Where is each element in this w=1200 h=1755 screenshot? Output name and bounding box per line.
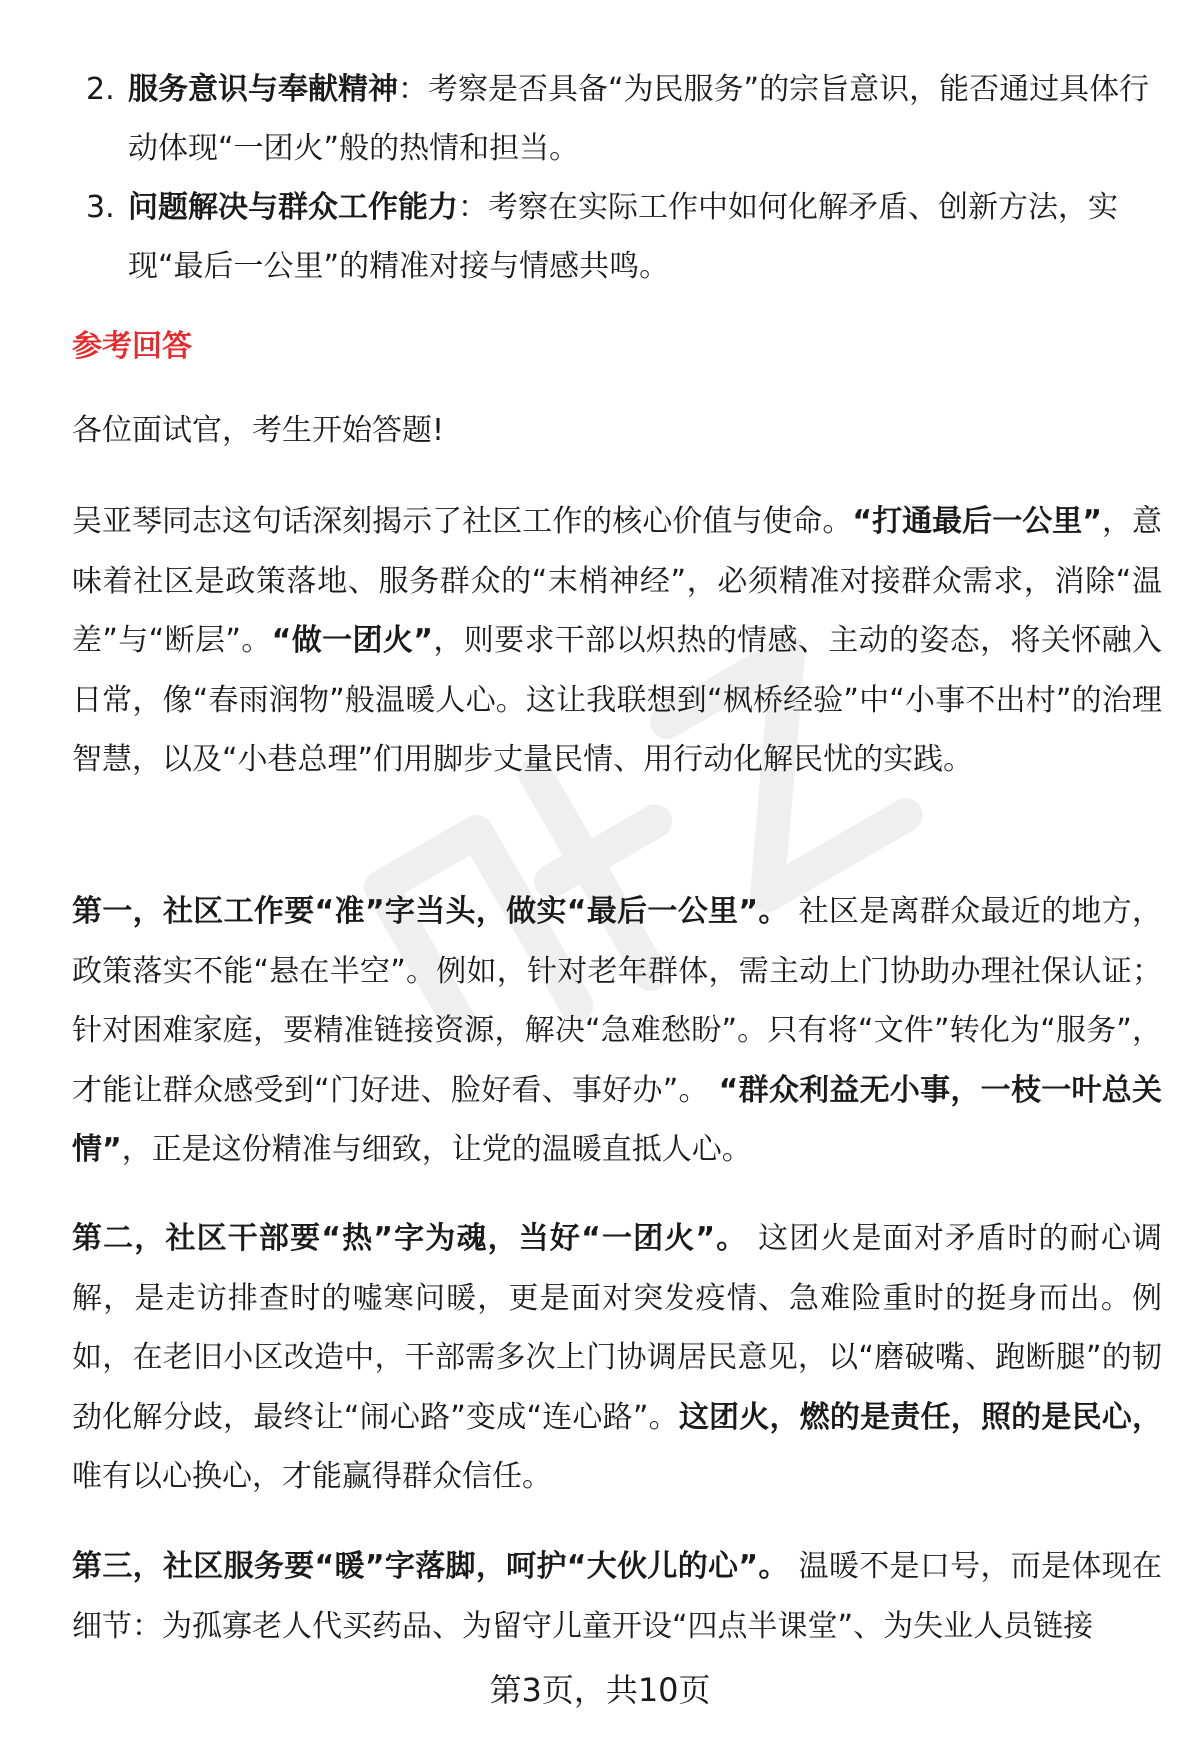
list-item-title: 问题解决与群众工作能力 <box>128 190 458 225</box>
point-two-closing: 唯有以心换心，才能赢得群众信任。 <box>72 1459 552 1494</box>
list-item-text: ：考察是否具备“为民服务”的宗旨意识，能否通过具体行动体现“一团火”般的热情和担当。 <box>128 72 1150 166</box>
intro-text-3: ，则要求干部以炽热的情感、主动的姿态，将关怀融入日常，像“春雨润物”般温暖人心。这让我联想到“枫桥经验”中“小事不出村”的治理智慧，以及“小巷总理”们用脚步丈量民情、用行动化解民忧的实践。 <box>72 623 1162 777</box>
point-two-heading: 第二，社区干部要“热”字为魂，当好“一团火”。 <box>72 1221 748 1256</box>
greeting-paragraph <box>72 401 1162 461</box>
intro-emphasis-1: “打通最后一公里” <box>852 504 1102 539</box>
greeting-text: 各位面试官，考生开始答题! <box>72 413 445 448</box>
list-item-number: 3. <box>86 190 115 225</box>
point-two-emphasis: 这团火，燃的是责任，照的是民心， <box>678 1399 1163 1435</box>
point-one-text: 社区是离群众最近的地方，政策落实不能“悬在半空”。例如，针对老年群体，需主动上门协助办理社保认证；针对困难家庭，要精准链接资源，解决“急难愁盼”。只有将“文件”转化为“服务”，才能让群众感受到“门好进、脸好看、事好办”。 <box>72 894 1163 1108</box>
list-item <box>72 178 1162 296</box>
point-one-closing: ，正是这份精准与细致，让党的温暖直抵人心。 <box>121 1132 752 1167</box>
point-one-heading: 第一，社区工作要“准”字当头，做实“最后一公里”。 <box>72 894 789 929</box>
page-number: 第3页，共10页 <box>489 1671 711 1709</box>
list-item-number: 2. <box>86 72 115 107</box>
point-two-paragraph <box>72 1209 1162 1507</box>
intro-text-2: ，意味着社区是政策落地、服务群众的“末梢神经”，必须精准对接群众需求，消除“温差”与“断层”。 <box>72 504 1162 658</box>
point-one-emphasis: “群众利益无小事，一枝一叶总关情” <box>72 1072 1162 1167</box>
list-item <box>72 60 1162 178</box>
point-one-paragraph <box>72 882 1162 1180</box>
point-two-text: 这团火是面对矛盾时的耐心调解，是走访排查时的嘘寒问暖，更是面对突发疫情、急难险重时的挺身而出。例如，在老旧小区改造中，干部需多次上门协调居民意见，以“磨破嘴、跑断腿”的韧劲化解分歧，最终让“闹心路”变成“连心路”。 <box>72 1221 1162 1435</box>
list-item-text: ：考察在实际工作中如何化解矛盾、创新方法，实现“最后一公里”的精准对接与情感共鸣。 <box>128 190 1118 284</box>
criteria-list <box>72 60 1162 296</box>
intro-paragraph <box>72 492 1162 790</box>
point-three-heading: 第三，社区服务要“暖”字落脚，呵护“大伙儿的心”。 <box>72 1549 789 1584</box>
intro-text-1: 吴亚琴同志这句话深刻揭示了社区工作的核心价值与使命。 <box>72 504 853 539</box>
point-three-text: 温暖不是口号，而是体现在细节：为孤寡老人代买药品、为留守儿童开设“四点半课堂”、为失业人员链接 <box>72 1549 1163 1644</box>
point-three-paragraph <box>72 1537 1162 1656</box>
intro-emphasis-2: “做一团火” <box>271 623 433 658</box>
section-heading: 参考回答 <box>72 329 192 364</box>
list-item-title: 服务意识与奉献精神 <box>128 72 398 107</box>
